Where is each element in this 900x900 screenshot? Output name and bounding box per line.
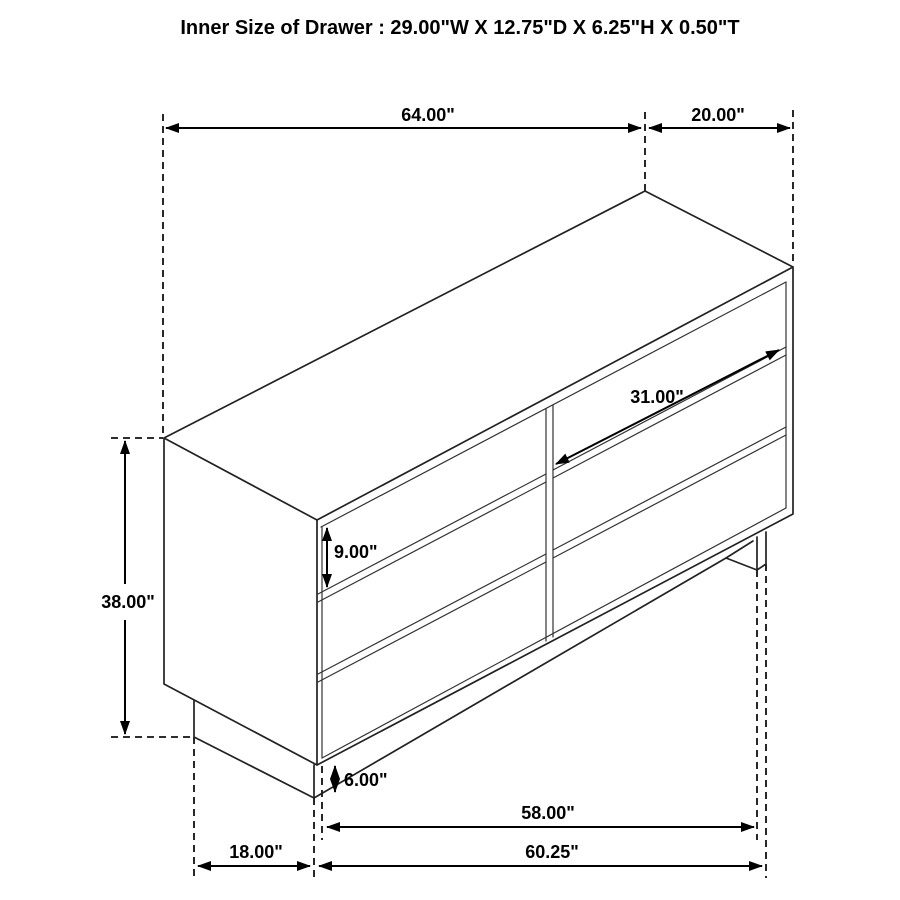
dim-label-outer-span: 60.25" <box>525 842 579 862</box>
top-face <box>164 191 793 520</box>
dim-label-overall-width: 64.00" <box>401 105 455 125</box>
diagram-title: Inner Size of Drawer : 29.00"W X 12.75"D X 6.25"H X 0.50"T <box>180 17 740 39</box>
base-and-legs <box>194 532 766 798</box>
left-column-drawer-grooves <box>318 474 546 682</box>
base-front-rail <box>314 558 757 798</box>
dim-label-overall-height: 38.00" <box>101 592 155 612</box>
dim-label-inner-span: 58.00" <box>521 803 575 823</box>
drawer-front-lines <box>318 282 786 758</box>
base-left-face <box>194 700 314 798</box>
construction-lines <box>111 110 793 878</box>
dim-label-overall-depth: 20.00" <box>691 105 745 125</box>
dim-label-side-depth: 18.00" <box>229 842 283 862</box>
center-stile <box>546 405 553 641</box>
dim-label-drawer-width: 31.00" <box>630 387 684 407</box>
right-front-leg <box>757 532 766 570</box>
front-face-edges <box>317 267 793 765</box>
left-side-face <box>164 438 317 765</box>
dim-label-drawer-height: 9.00" <box>334 542 378 562</box>
base-rail-return <box>726 541 753 558</box>
bottom-reveal-line <box>322 508 786 758</box>
dimension-labels <box>101 105 745 862</box>
dim-line-drawer-width <box>556 350 779 464</box>
dim-label-base-height: 6.00" <box>344 770 388 790</box>
dresser-outline <box>164 191 793 765</box>
